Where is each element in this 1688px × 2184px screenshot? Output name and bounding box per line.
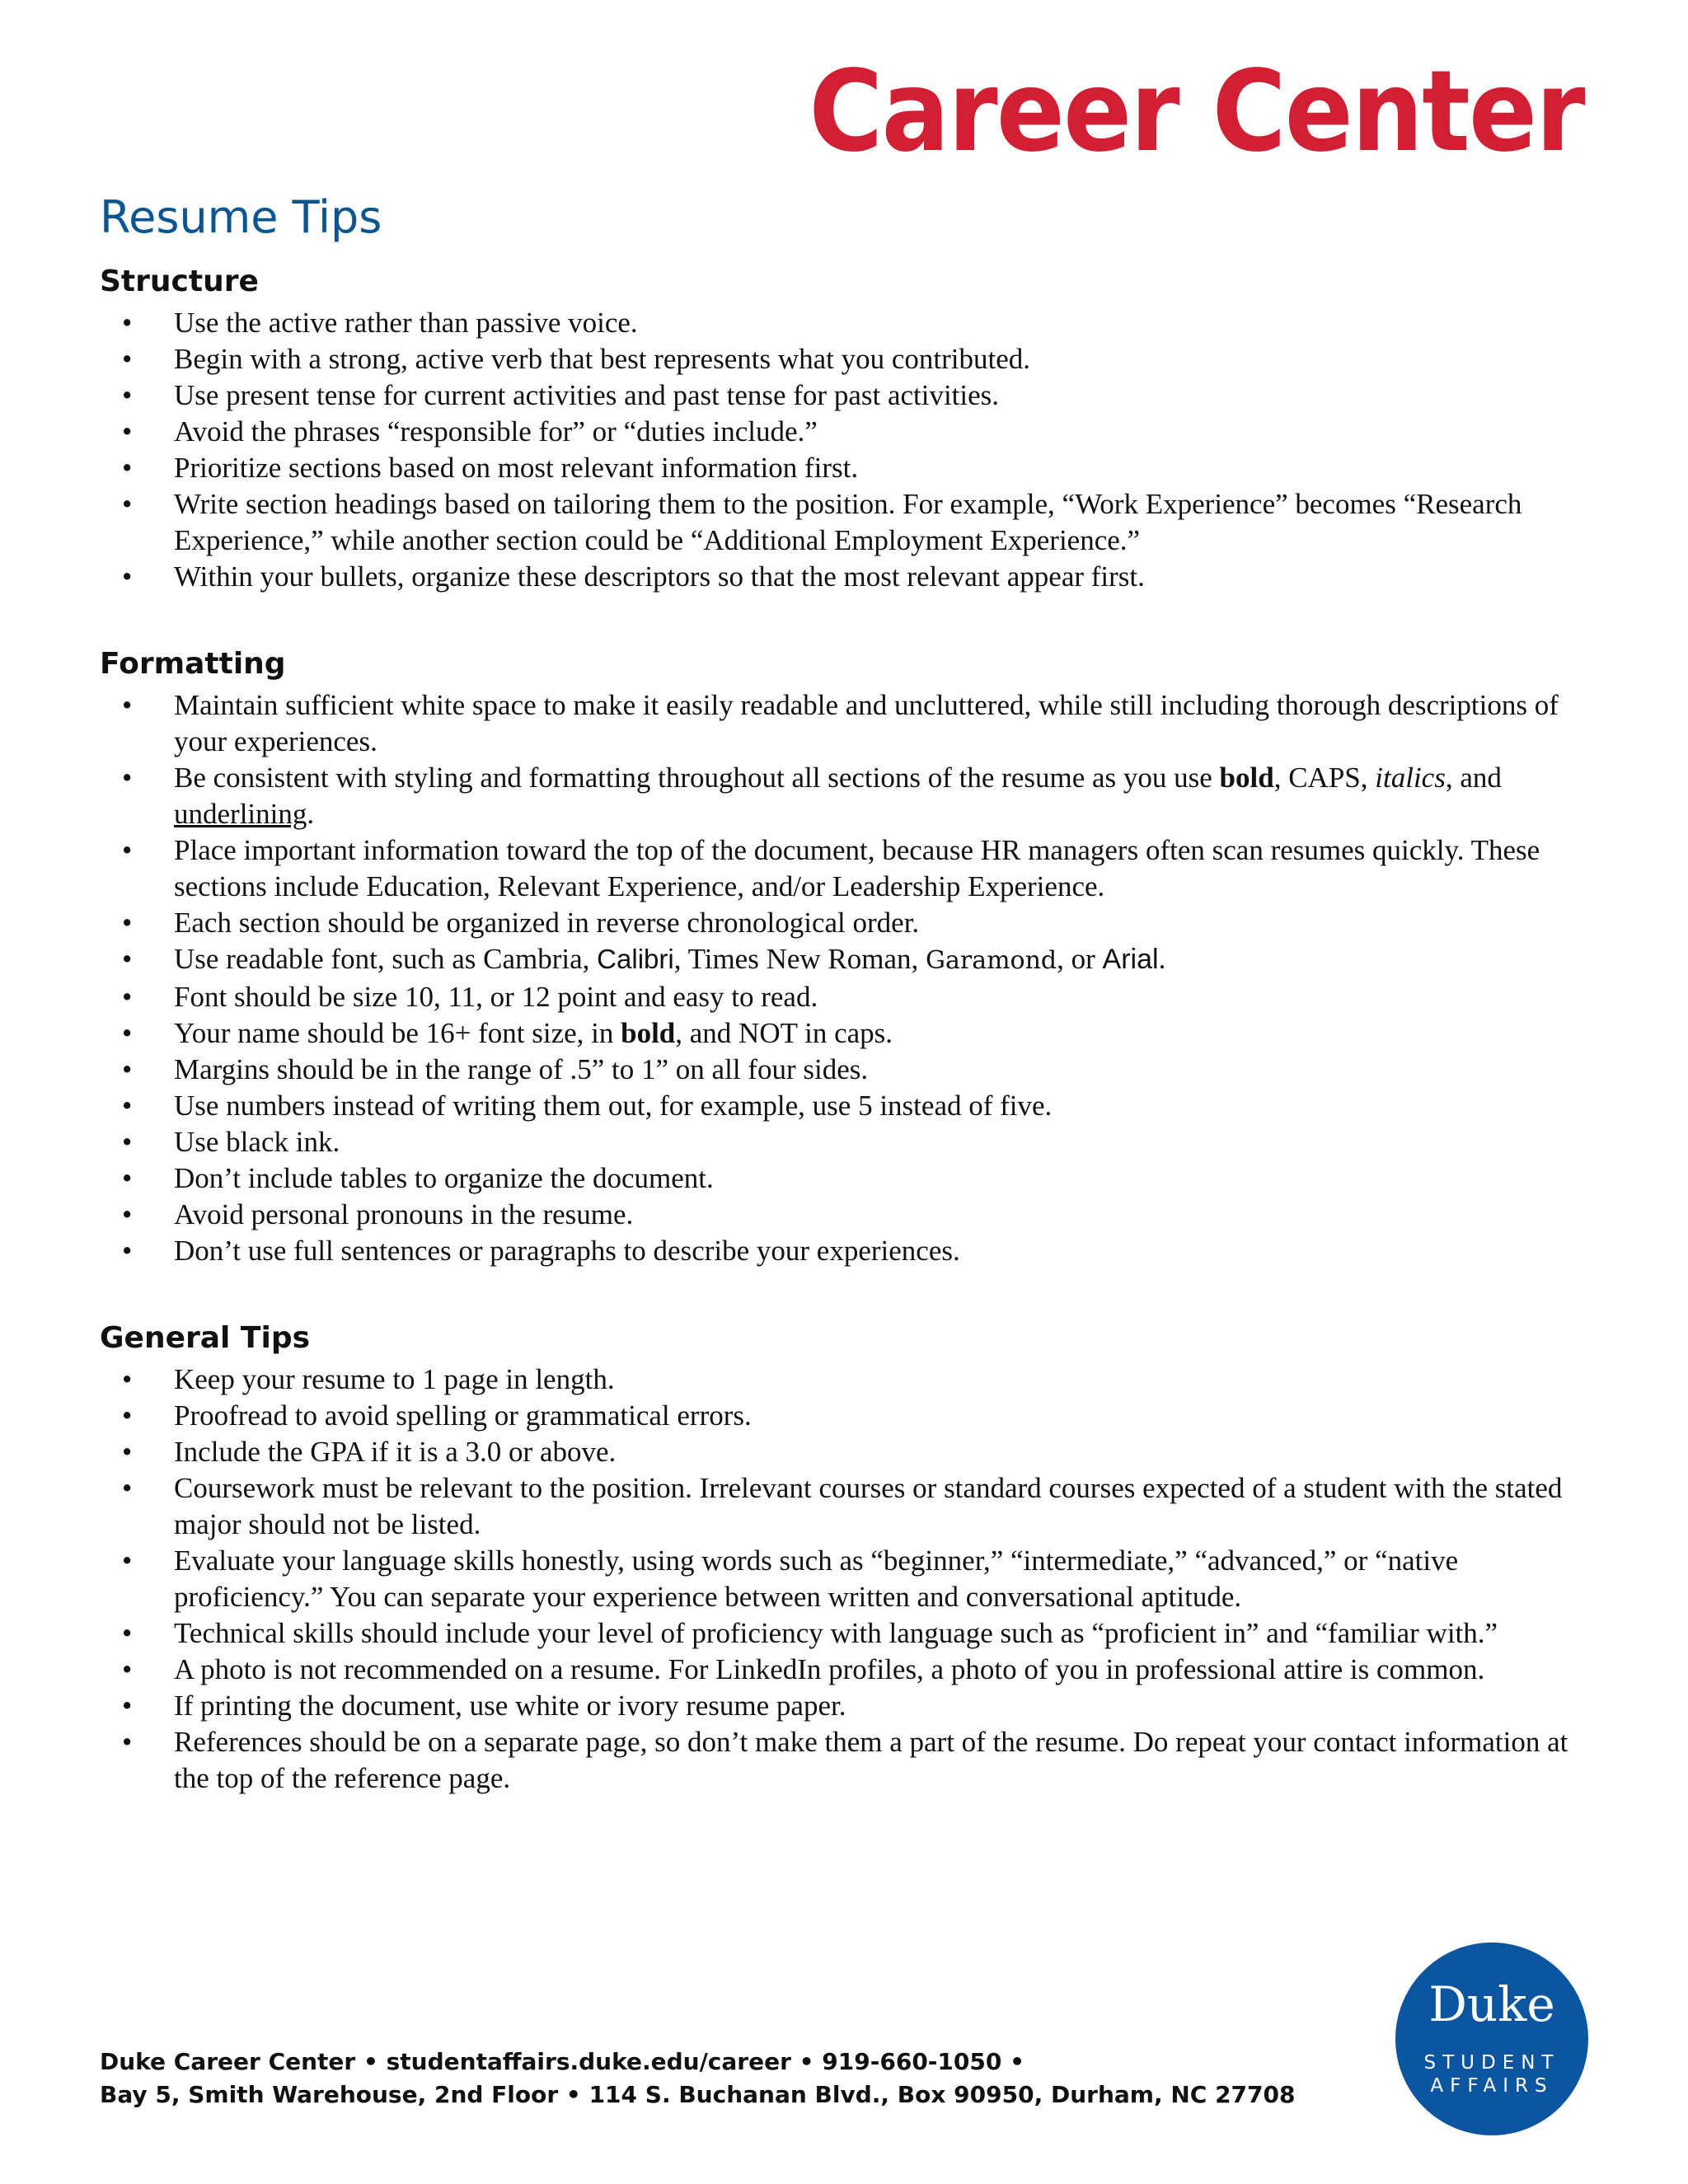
item-text: , CAPS, — [1273, 762, 1376, 794]
item-text: Your name should be 16+ font size, in — [174, 1017, 621, 1049]
list-item: • Keep your resume to 1 page in length. — [100, 1361, 1608, 1398]
list-item: • Don’t include tables to organize the document. — [100, 1160, 1608, 1197]
list-item: • Margins should be in the range of .5” to 1” on all four sides. — [100, 1052, 1608, 1088]
garamond-example: Garamond — [926, 946, 1057, 975]
general-tips-list — [100, 1361, 1608, 1797]
list-item: • Evaluate your language skills honestly, using words such as “beginner,” “intermediate,” “advanced,” or “native proficiency.” You can separate your experience between written and conversational aptitude. — [100, 1543, 1608, 1615]
list-item — [100, 1015, 1608, 1052]
item-text: , or — [1057, 943, 1103, 975]
list-item: • Each section should be organized in reverse chronological order. — [100, 905, 1608, 941]
bold-example: bold — [1219, 762, 1274, 794]
list-item: • Avoid personal pronouns in the resume. — [100, 1197, 1608, 1233]
logo-wordmark: Duke — [1428, 1976, 1555, 2032]
logo-subtitle-2: AFFAIRS — [1430, 2075, 1554, 2097]
list-item: • Technical skills should include your level of proficiency with language such as “proficient in” and “familiar with.” — [100, 1615, 1608, 1652]
list-item: • Proofread to avoid spelling or grammatical errors. — [100, 1398, 1608, 1434]
section-heading-general-tips: General Tips — [100, 1321, 311, 1355]
list-item: • Write section headings based on tailoring them to the position. For example, “Work Experience” becomes “Research Experience,” while another section could be “Additional Employment Experience.” — [100, 486, 1608, 559]
item-text: , and — [1445, 762, 1502, 794]
list-item — [100, 941, 1608, 979]
list-item: • A photo is not recommended on a resume. For LinkedIn profiles, a photo of you in professional attire is common. — [100, 1652, 1608, 1688]
section-formatting — [100, 644, 1608, 1269]
footer — [100, 2046, 1296, 2111]
section-heading-formatting: Formatting — [100, 647, 286, 681]
footer-address-line: Bay 5, Smith Warehouse, 2nd Floor • 114 S. Buchanan Blvd., Box 90950, Durham, NC 27708 — [100, 2081, 1296, 2108]
list-item: • Coursework must be relevant to the position. Irrelevant courses or standard courses expected of a student with the stated major should not be listed. — [100, 1470, 1608, 1543]
list-item: • Within your bullets, organize these descriptors so that the most relevant appear first. — [100, 559, 1608, 595]
footer-contact-line: Duke Career Center • studentaffairs.duke.edu/career • 919-660-1050 • — [100, 2048, 1025, 2075]
arial-example: Arial — [1102, 944, 1159, 975]
item-text: Use readable font, such as Cambria, — [174, 943, 598, 975]
logo-subtitle-1: STUDENT — [1423, 2052, 1560, 2074]
section-general-tips — [100, 1319, 1608, 1797]
list-item: • Maintain sufficient white space to make it easily readable and uncluttered, while still including thorough descriptions of your experiences. — [100, 687, 1608, 760]
list-item: • Include the GPA if it is a 3.0 or above. — [100, 1434, 1608, 1470]
list-item: • If printing the document, use white or ivory resume paper. — [100, 1688, 1608, 1724]
item-text: . — [1158, 943, 1166, 975]
underline-example: underlining — [174, 798, 307, 830]
page-title: Resume Tips — [100, 191, 382, 243]
list-item: • Use the active rather than passive voice. — [100, 305, 1608, 341]
list-item: • Place important information toward the top of the document, because HR managers often scan resumes quickly. These sections include Education, Relevant Experience, and/or Leadership Experience. — [100, 832, 1608, 905]
item-text: , Times New Roman, — [673, 943, 926, 975]
list-item: • Use present tense for current activities and past tense for past activities. — [100, 377, 1608, 414]
italic-example: italics — [1375, 762, 1446, 794]
item-text: , and NOT in caps. — [675, 1017, 893, 1049]
list-item: • Avoid the phrases “responsible for” or “duties include.” — [100, 414, 1608, 450]
calibri-example: Calibri — [597, 944, 674, 974]
formatting-list — [100, 687, 1608, 1269]
list-item: • Use numbers instead of writing them out, for example, use 5 instead of five. — [100, 1088, 1608, 1124]
list-item: • Use black ink. — [100, 1124, 1608, 1160]
list-item: • Don’t use full sentences or paragraphs to describe your experiences. — [100, 1233, 1608, 1269]
item-text: . — [307, 798, 315, 830]
list-item — [100, 760, 1608, 832]
bold-example: bold — [621, 1017, 676, 1049]
structure-list — [100, 305, 1608, 595]
list-item: • Font should be size 10, 11, or 12 point and easy to read. — [100, 979, 1608, 1015]
section-heading-structure: Structure — [100, 265, 259, 298]
list-item: • Prioritize sections based on most relevant information first. — [100, 450, 1608, 486]
brand-title: Career Center — [809, 47, 1584, 177]
list-item: • Begin with a strong, active verb that best represents what you contributed. — [100, 341, 1608, 377]
item-text: Be consistent with styling and formatting throughout all sections of the resume as you use — [174, 762, 1220, 794]
list-item: • References should be on a separate page, so don’t make them a part of the resume. Do repeat your contact information at the top of the reference page. — [100, 1724, 1608, 1797]
duke-student-affairs-logo — [1395, 1943, 1588, 2135]
section-structure — [100, 262, 1608, 595]
